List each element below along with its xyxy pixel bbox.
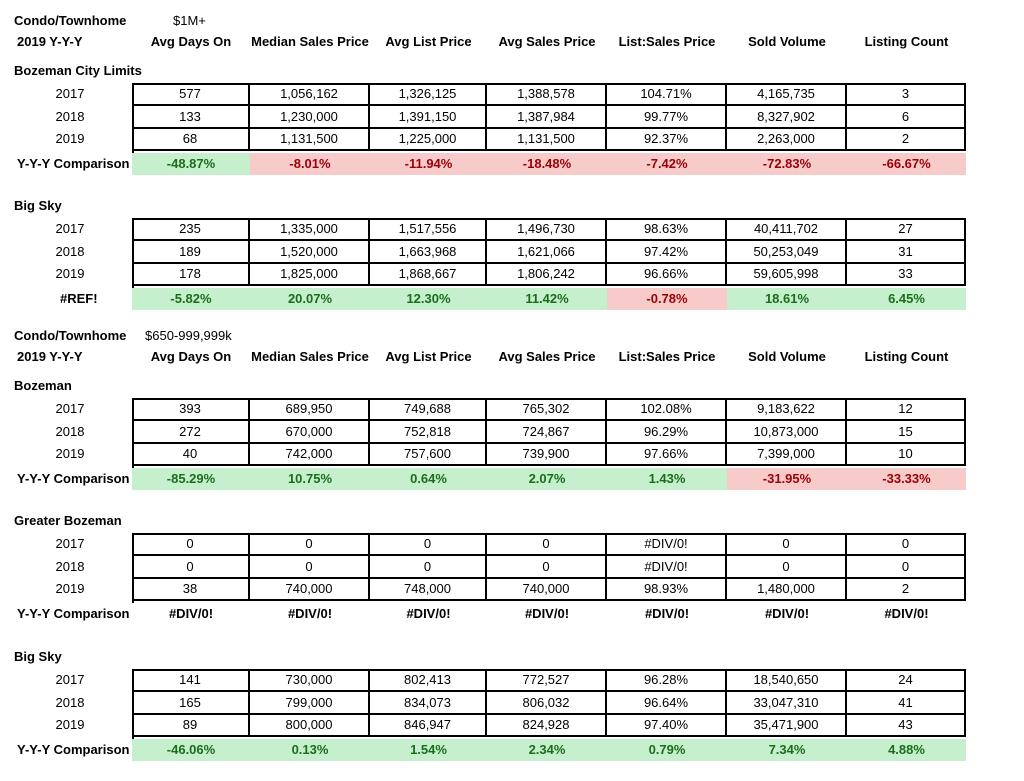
data-cell: 748,000 [370, 578, 487, 601]
comparison-cell: 20.07% [250, 288, 370, 310]
data-cell: 0 [487, 533, 607, 556]
year-label: 2019 [55, 446, 85, 462]
property-type-label: Condo/Townhome [14, 13, 127, 28]
data-cell: 96.64% [607, 692, 727, 715]
year-label: 2017 [55, 672, 85, 687]
comparison-cell: 12.30% [370, 288, 487, 310]
data-cell: 2 [847, 578, 966, 601]
year-label: 2018 [55, 243, 85, 259]
data-cell: 33 [847, 263, 966, 286]
year-label: 2017 [55, 401, 85, 416]
data-cell: 1,335,000 [250, 218, 370, 241]
data-cell: 40,411,702 [727, 218, 847, 241]
comparison-cell: -0.78% [607, 288, 727, 310]
data-cell: 1,056,162 [250, 83, 370, 106]
data-grid [132, 533, 966, 603]
table-row [134, 241, 968, 264]
comparison-cell: #DIV/0! [524, 605, 570, 621]
comparison-cell: 10.75% [250, 468, 370, 490]
data-cell: 18,540,650 [727, 669, 847, 692]
comparison-cell: #DIV/0! [287, 605, 333, 621]
table-row [134, 263, 968, 286]
data-cell: 9,183,622 [727, 398, 847, 421]
column-header: Avg List Price [385, 34, 472, 49]
data-cell: 0 [727, 556, 847, 579]
data-cell: 92.37% [607, 128, 727, 151]
data-cell: 0 [132, 556, 250, 579]
column-header: Sold Volume [748, 34, 826, 49]
comparison-cell: -11.94% [370, 153, 487, 175]
data-cell: 189 [132, 241, 250, 264]
data-cell: 89 [132, 714, 250, 737]
comparison-label: Y-Y-Y Comparison [17, 741, 130, 757]
column-header: List:Sales Price [618, 34, 716, 49]
table-row [134, 398, 968, 421]
data-cell: #DIV/0! [607, 556, 727, 579]
data-cell: 1,868,667 [370, 263, 487, 286]
data-cell: 739,900 [487, 443, 607, 466]
comparison-cell: -18.48% [487, 153, 607, 175]
data-cell: #DIV/0! [607, 533, 727, 556]
column-header: Avg Days On [150, 34, 232, 49]
data-cell: 1,225,000 [370, 128, 487, 151]
comparison-cell: -33.33% [847, 468, 966, 490]
column-header: Listing Count [864, 34, 949, 49]
year-label: 2017 [55, 86, 85, 101]
comparison-cell: 6.45% [847, 288, 966, 310]
data-cell: 0 [727, 533, 847, 556]
data-cell: 0 [487, 556, 607, 579]
area-name: Bozeman [14, 378, 72, 393]
comparison-cell: 0.79% [607, 739, 727, 761]
table-row [134, 669, 968, 692]
comparison-cell: -8.01% [250, 153, 370, 175]
table-row [134, 106, 968, 129]
data-cell: 772,527 [487, 669, 607, 692]
year-label: 2019 [55, 581, 85, 597]
comparison-cell: 1.54% [370, 739, 487, 761]
data-cell: 824,928 [487, 714, 607, 737]
column-header: Avg List Price [385, 349, 472, 364]
data-cell: 38 [132, 578, 250, 601]
table-row [134, 692, 968, 715]
data-cell: 12 [847, 398, 966, 421]
comparison-cell: -31.95% [727, 468, 847, 490]
data-cell: 98.93% [607, 578, 727, 601]
area-name: Bozeman City Limits [14, 63, 142, 78]
data-cell: 0 [847, 533, 966, 556]
data-cell: 98.63% [607, 218, 727, 241]
comparison-cell: 0.64% [370, 468, 487, 490]
comparison-cell: -66.67% [847, 153, 966, 175]
data-cell: 272 [132, 421, 250, 444]
table-row [134, 421, 968, 444]
data-cell: 10 [847, 443, 966, 466]
comparison-cell: 4.88% [847, 739, 966, 761]
data-cell: 1,520,000 [250, 241, 370, 264]
data-cell: 133 [132, 106, 250, 129]
comparison-cell: 2.34% [487, 739, 607, 761]
comparison-cell: #DIV/0! [168, 605, 214, 621]
period-label: 2019 Y-Y-Y [17, 34, 83, 49]
data-cell: 1,326,125 [370, 83, 487, 106]
year-label: 2018 [55, 108, 85, 124]
data-cell: 99.77% [607, 106, 727, 129]
area-name: Big Sky [14, 649, 62, 664]
column-header: Avg Sales Price [498, 349, 596, 364]
comparison-cell: -46.06% [132, 739, 250, 761]
data-cell: 1,388,578 [487, 83, 607, 106]
data-cell: 3 [847, 83, 966, 106]
data-cell: 765,302 [487, 398, 607, 421]
data-cell: 740,000 [250, 578, 370, 601]
comparison-label: Y-Y-Y Comparison [17, 605, 130, 621]
data-cell: 1,480,000 [727, 578, 847, 601]
table-row [134, 533, 968, 556]
comparison-cell: 11.42% [487, 288, 607, 310]
data-cell: 6 [847, 106, 966, 129]
data-cell: 0 [250, 556, 370, 579]
data-cell: 33,047,310 [727, 692, 847, 715]
data-cell: 802,413 [370, 669, 487, 692]
data-cell: 97.40% [607, 714, 727, 737]
data-cell: 800,000 [250, 714, 370, 737]
table-row [134, 556, 968, 579]
year-label: 2018 [55, 558, 85, 574]
data-cell: 24 [847, 669, 966, 692]
data-cell: 0 [370, 556, 487, 579]
data-cell: 689,950 [250, 398, 370, 421]
year-label: 2019 [55, 717, 85, 733]
data-cell: 1,131,500 [250, 128, 370, 151]
comparison-cell: -48.87% [132, 153, 250, 175]
comparison-cell: -72.83% [727, 153, 847, 175]
comparison-cell: #DIV/0! [884, 605, 929, 621]
data-cell: 0 [132, 533, 250, 556]
data-cell: 846,947 [370, 714, 487, 737]
data-cell: 742,000 [250, 443, 370, 466]
data-cell: 10,873,000 [727, 421, 847, 444]
data-cell: 40 [132, 443, 250, 466]
data-cell: 97.42% [607, 241, 727, 264]
data-cell: 97.66% [607, 443, 727, 466]
data-cell: 752,818 [370, 421, 487, 444]
data-cell: 730,000 [250, 669, 370, 692]
comparison-cell: 7.34% [727, 739, 847, 761]
period-label: 2019 Y-Y-Y [17, 349, 83, 364]
data-cell: 59,605,998 [727, 263, 847, 286]
column-header: Avg Days On [150, 349, 232, 364]
data-cell: 1,391,150 [370, 106, 487, 129]
comparison-label: #REF! [60, 290, 98, 306]
year-label: 2019 [55, 131, 85, 147]
data-cell: 0 [847, 556, 966, 579]
data-cell: 8,327,902 [727, 106, 847, 129]
data-cell: 393 [132, 398, 250, 421]
price-range-label: $1M+ [173, 13, 206, 28]
comparison-cell: 18.61% [727, 288, 847, 310]
data-cell: 15 [847, 421, 966, 444]
data-cell: 4,165,735 [727, 83, 847, 106]
data-cell: 1,131,500 [487, 128, 607, 151]
comparison-cell: 2.07% [487, 468, 607, 490]
data-cell: 68 [132, 128, 250, 151]
comparison-cell: -7.42% [607, 153, 727, 175]
year-label: 2017 [55, 221, 85, 236]
data-cell: 1,806,242 [487, 263, 607, 286]
data-cell: 834,073 [370, 692, 487, 715]
property-type-label: Condo/Townhome [14, 328, 127, 343]
data-cell: 1,663,968 [370, 241, 487, 264]
comparison-label: Y-Y-Y Comparison [17, 470, 130, 486]
year-label: 2018 [55, 423, 85, 439]
data-cell: 577 [132, 83, 250, 106]
data-cell: 178 [132, 263, 250, 286]
data-cell: 43 [847, 714, 966, 737]
price-range-label: $650-999,999k [145, 328, 232, 343]
data-grid [132, 83, 966, 153]
comparison-cell: -5.82% [132, 288, 250, 310]
comparison-cell: #DIV/0! [644, 605, 690, 621]
comparison-cell: #DIV/0! [764, 605, 810, 621]
data-cell: 41 [847, 692, 966, 715]
data-cell: 2 [847, 128, 966, 151]
comparison-cell: 1.43% [607, 468, 727, 490]
year-label: 2018 [55, 694, 85, 710]
data-cell: 1,387,984 [487, 106, 607, 129]
data-cell: 104.71% [607, 83, 727, 106]
area-name: Big Sky [14, 198, 62, 213]
area-name: Greater Bozeman [14, 513, 122, 528]
comparison-cell: #DIV/0! [406, 605, 451, 621]
data-cell: 1,621,066 [487, 241, 607, 264]
data-cell: 27 [847, 218, 966, 241]
data-cell: 799,000 [250, 692, 370, 715]
column-header: List:Sales Price [618, 349, 716, 364]
column-header: Median Sales Price [251, 34, 369, 49]
data-cell: 740,000 [487, 578, 607, 601]
data-grid [132, 218, 966, 288]
data-cell: 165 [132, 692, 250, 715]
comparison-cell: -85.29% [132, 468, 250, 490]
column-header: Avg Sales Price [498, 34, 596, 49]
data-cell: 806,032 [487, 692, 607, 715]
table-row [134, 578, 968, 601]
data-cell: 31 [847, 241, 966, 264]
table-row [134, 714, 968, 737]
data-cell: 0 [250, 533, 370, 556]
data-cell: 96.28% [607, 669, 727, 692]
column-header: Median Sales Price [251, 349, 369, 364]
data-grid [132, 669, 966, 739]
data-cell: 7,399,000 [727, 443, 847, 466]
data-cell: 35,471,900 [727, 714, 847, 737]
data-cell: 1,230,000 [250, 106, 370, 129]
data-cell: 0 [370, 533, 487, 556]
data-cell: 141 [132, 669, 250, 692]
year-label: 2017 [55, 536, 85, 551]
data-cell: 50,253,049 [727, 241, 847, 264]
data-cell: 235 [132, 218, 250, 241]
table-row [134, 218, 968, 241]
comparison-label: Y-Y-Y Comparison [17, 155, 130, 171]
data-cell: 1,496,730 [487, 218, 607, 241]
column-header: Listing Count [864, 349, 949, 364]
data-cell: 102.08% [607, 398, 727, 421]
column-header: Sold Volume [748, 349, 826, 364]
data-cell: 670,000 [250, 421, 370, 444]
year-label: 2019 [55, 266, 85, 282]
data-cell: 1,517,556 [370, 218, 487, 241]
table-row [134, 83, 968, 106]
data-cell: 749,688 [370, 398, 487, 421]
data-cell: 724,867 [487, 421, 607, 444]
table-row [134, 443, 968, 466]
data-cell: 96.66% [607, 263, 727, 286]
data-grid [132, 398, 966, 468]
comparison-cell: 0.13% [250, 739, 370, 761]
data-cell: 1,825,000 [250, 263, 370, 286]
data-cell: 757,600 [370, 443, 487, 466]
data-cell: 96.29% [607, 421, 727, 444]
table-row [134, 128, 968, 151]
data-cell: 2,263,000 [727, 128, 847, 151]
